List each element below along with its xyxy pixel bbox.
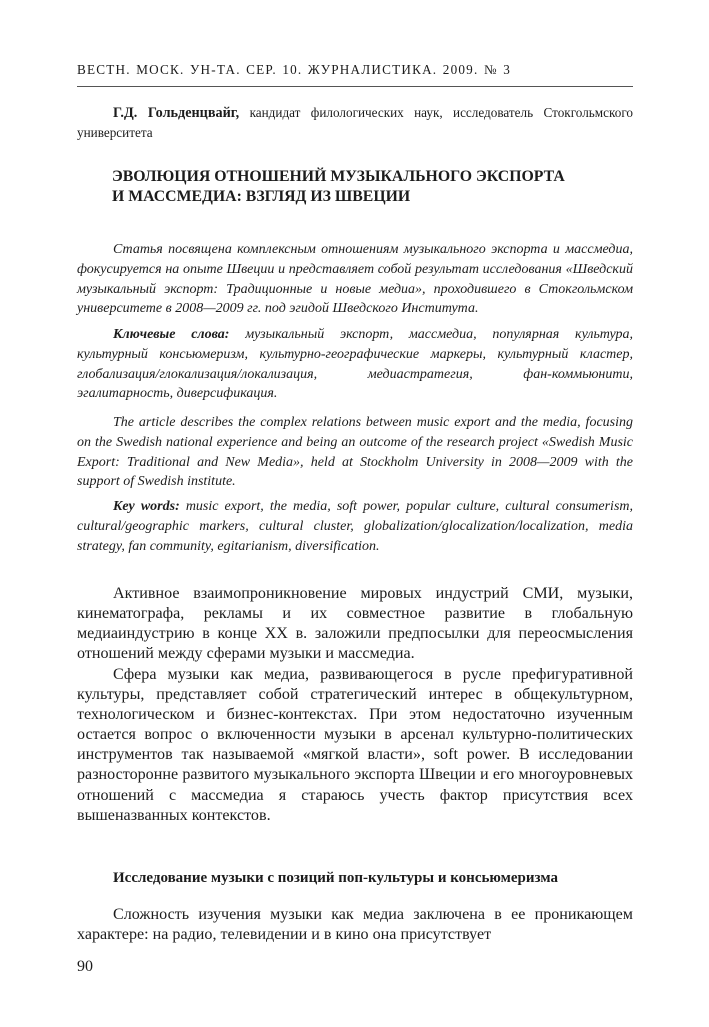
section-heading: Исследование музыки с позиций поп-культуры и консьюмеризма — [113, 870, 558, 886]
keywords-russian — [77, 325, 633, 404]
keywords-english — [77, 497, 633, 556]
body-paragraph-2: Сфера музыки как медиа, развивающегося в русле префигуративной культуры, представляет собой стратегический интерес в общекультурном, технологическом и бизнес-контекстах. При этом недостаточно изученным остается вопрос о включенности музыки в арсенал культурно-политических инструментов так называемой «мягкой власти», soft power. В исследовании разносторонне развитого музыкального экспорта Швеции и его многоуровневых отношений с массмедиа я стараюсь учесть фактор присутствия всех вышеназванных контекстов. — [77, 666, 633, 824]
page-number: 90 — [77, 958, 93, 975]
abstract-russian: Статья посвящена комплексным отношениям музыкального экспорта и массмедиа, фокусируется на опыте Швеции и представляет собой результат исследования «Шведский музыкальный экспорт: Традиционные и новые медиа», проходившего в Стокгольмском университете в 2008—2009 гг. под эгидой Шведского Института. — [77, 242, 633, 317]
running-head: ВЕСТН. МОСК. УН-ТА. СЕР. 10. ЖУРНАЛИСТИКА. 2009. № 3 — [77, 62, 512, 77]
article-title — [112, 167, 633, 207]
keywords-english-text: music export, the media, soft power, popular culture, cultural consumerism, cultural/geographic markers, cultural cluster, globalization/glocalization/localization, media strategy, fan community, egitarianism, diversification. — [77, 499, 634, 554]
keywords-russian-label: Ключевые слова: — [113, 327, 230, 342]
keywords-russian-text: музыкальный экспорт, массмедиа, популярная культура, культурный консьюмеризм, культурно-географические маркеры, культурный кластер, глобализация/глокализация/локализация, медиастратегия, фан-коммьюнити, эгалитарность, диверсификация. — [77, 327, 633, 402]
title-line-1: ЭВОЛЮЦИЯ ОТНОШЕНИЙ МУЗЫКАЛЬНОГО ЭКСПОРТА — [112, 168, 565, 185]
author-name: Г.Д. Гольденцвайг, — [113, 105, 240, 121]
abstract-english: The article describes the complex relations between music export and the media, focusing on the Swedish national experience and being an outcome of the research project «Swedish Music Export: Traditional and New Media», held at Stockholm University in 2008—2009 with the support of Swedish institute. — [77, 415, 633, 490]
keywords-english-label: Key words: — [113, 499, 180, 514]
body-paragraph-3: Сложность изучения музыки как медиа заключена в ее проникающем характере: на радио, телевидении и в кино она присутствует — [77, 906, 633, 944]
author-affiliation: кандидат филологических наук, исследователь Стокгольмского университета — [77, 105, 633, 140]
author-line — [77, 103, 633, 143]
title-line-2: И МАССМЕДИА: ВЗГЛЯД ИЗ ШВЕЦИИ — [112, 188, 411, 205]
header-rule — [77, 86, 633, 87]
body-paragraph-1: Активное взаимопроникновение мировых индустрий СМИ, музыки, кинематографа, рекламы и их совместное развитие в глобальную медиаиндустрию в конце XX в. заложили предпосылки для переосмысления отношений между сферами музыки и массмедиа. — [77, 585, 633, 663]
